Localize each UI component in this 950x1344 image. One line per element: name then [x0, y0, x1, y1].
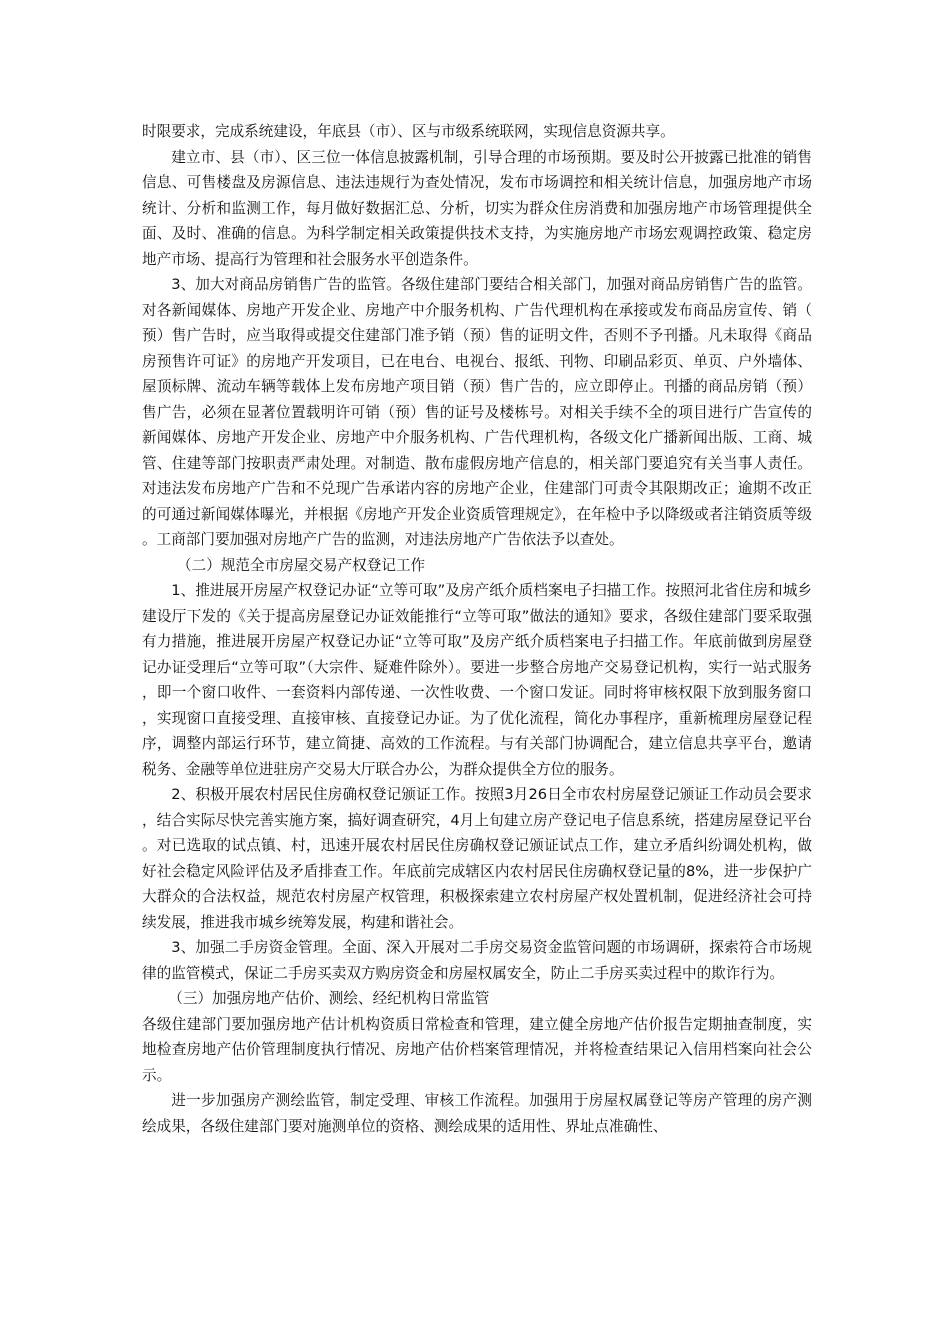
paragraph-surveying-supervision: 进一步加强房产测绘监管，制定受理、审核工作流程。加强用于房屋权属登记等房产管理的房产测绘成果，各级住建部门要对施测单位的资格、测绘成果的适用性、界址点准确性、	[142, 1092, 812, 1135]
paragraph-system-completion: 时限要求，完成系统建设，年底县（市）、区与市级系统联网，实现信息资源共享。	[142, 123, 675, 140]
paragraph-appraisal-supervision: 各级住建部门要加强房地产估计机构资质日常检查和管理，建立健全房地产估价报告定期抽查制度，实地检查房地产估价管理制度执行情况、房地产估价档案管理情况，并将检查结果记入信用档案向社会公示。	[142, 1015, 812, 1084]
paragraph-rural-housing-registration: 2、积极开展农村居民住房确权登记颁证工作。按照3月26日全市农村房屋登记颁证工作动员会要求，结合实际尽快完善实施方案，搞好调查研究，4月上旬建立房产登记电子信息系统，搭建房屋登记平台。对已选取的试点镇、村，迅速开展农村居民住房确权登记颁证试点工作，建立矛盾纠纷调处机构，做好社会稳定风险评估及矛盾排查工作。年底前完成辖区内农村居民住房确权登记量的8%，进一步保护广大群众的合法权益，规范农村房屋产权管理，积极探索建立农村房屋产权处置机制，促进经济社会可持续发展，推进我市城乡统筹发展，构建和谐社会。	[142, 786, 812, 931]
paragraph-instant-certificate: 1、推进展开房屋产权登记办证“立等可取”及房产纸介质档案电子扫描工作。按照河北省住房和城乡建设厅下发的《关于提高房屋登记办证效能推行“立等可取”做法的通知》要求，各级住建部门要采取强有力措施，推进展开房屋产权登记办证“立等可取”及房产纸介质档案电子扫描工作。年底前做到房屋登记办证受理后“立等可取”（大宗件、疑难件除外）。要进一步整合房地产交易登记机构，实行一站式服务，即一个窗口收件、一套资料内部传递、一次性收费、一个窗口发证。同时将审核权限下放到服务窗口，实现窗口直接受理、直接审核、直接登记办证。为了优化流程，简化办事程序，重新梳理房屋登记程序，调整内部运行环节，建立简捷、高效的工作流程。与有关部门协调配合，建立信息共享平台，邀请税务、金融等单位进驻房产交易大厅联合办公，为群众提供全方位的服务。	[142, 582, 812, 778]
paragraph-information-disclosure: 建立市、县（市）、区三位一体信息披露机制，引导合理的市场预期。要及时公开披露已批准的销售信息、可售楼盘及房源信息、违法违规行为查处情况，发布市场调控和相关统计信息，加强房地产市场统计、分析和监测工作，每月做好数据汇总、分析，切实为群众住房消费和加强房地产市场管理提供全面、及时、准确的信息。为科学制定相关政策提供技术支持，为实施房地产市场宏观调控政策、稳定房地产市场、提高行为管理和社会服务水平创造条件。	[142, 148, 812, 268]
paragraph-advertising-supervision: 3、加大对商品房销售广告的监管。各级住建部门要结合相关部门，加强对商品房销售广告的监管。对各新闻媒体、房地产开发企业、房地产中介服务机构、广告代理机构在承接或发布商品房宣传、销（预）售广告时，应当取得或提交住建部门准予销（预）售的证明文件，否则不予刊播。凡未取得《商品房预售许可证》的房地产开发项目，已在电台、电视台、报纸、刊物、印刷品彩页、单页、户外墙体、屋顶标牌、流动车辆等载体上发布房地产项目销（预）售广告的，应立即停止。刊播的商品房销（预）售广告，必须在显著位置载明许可销（预）售的证号及楼栋号。对相关手续不全的项目进行广告宣传的新闻媒体、房地产开发企业、房地产中介服务机构、广告代理机构，各级文化广播新闻出版、工商、城管、住建等部门按职责严肃处理。对制造、散布虚假房地产信息的，相关部门要追究有关当事人责任。对违法发布房地产广告和不兑现广告承诺内容的房地产企业，住建部门可责令其限期改正；逾期不改正的可通过新闻媒体曝光，并根据《房地产开发企业资质管理规定》，在年检中予以降级或者注销资质等级。工商部门要加强对房地产广告的监测，对违法房地产广告依法予以查处。	[142, 276, 812, 548]
paragraph-second-hand-funds: 3、加强二手房资金管理。全面、深入开展对二手房交易资金监管问题的市场调研，探索符合市场规律的监管模式，保证二手房买卖双方购房资金和房屋权属安全，防止二手房买卖过程中的欺诈行为。	[142, 939, 812, 982]
section-heading-registration: （二）规范全市房屋交易产权登记工作	[177, 556, 426, 574]
section-heading-agency-supervision: （三）加强房地产估价、测绘、经纪机构日常监管	[168, 990, 490, 1007]
document-body	[142, 119, 812, 1139]
